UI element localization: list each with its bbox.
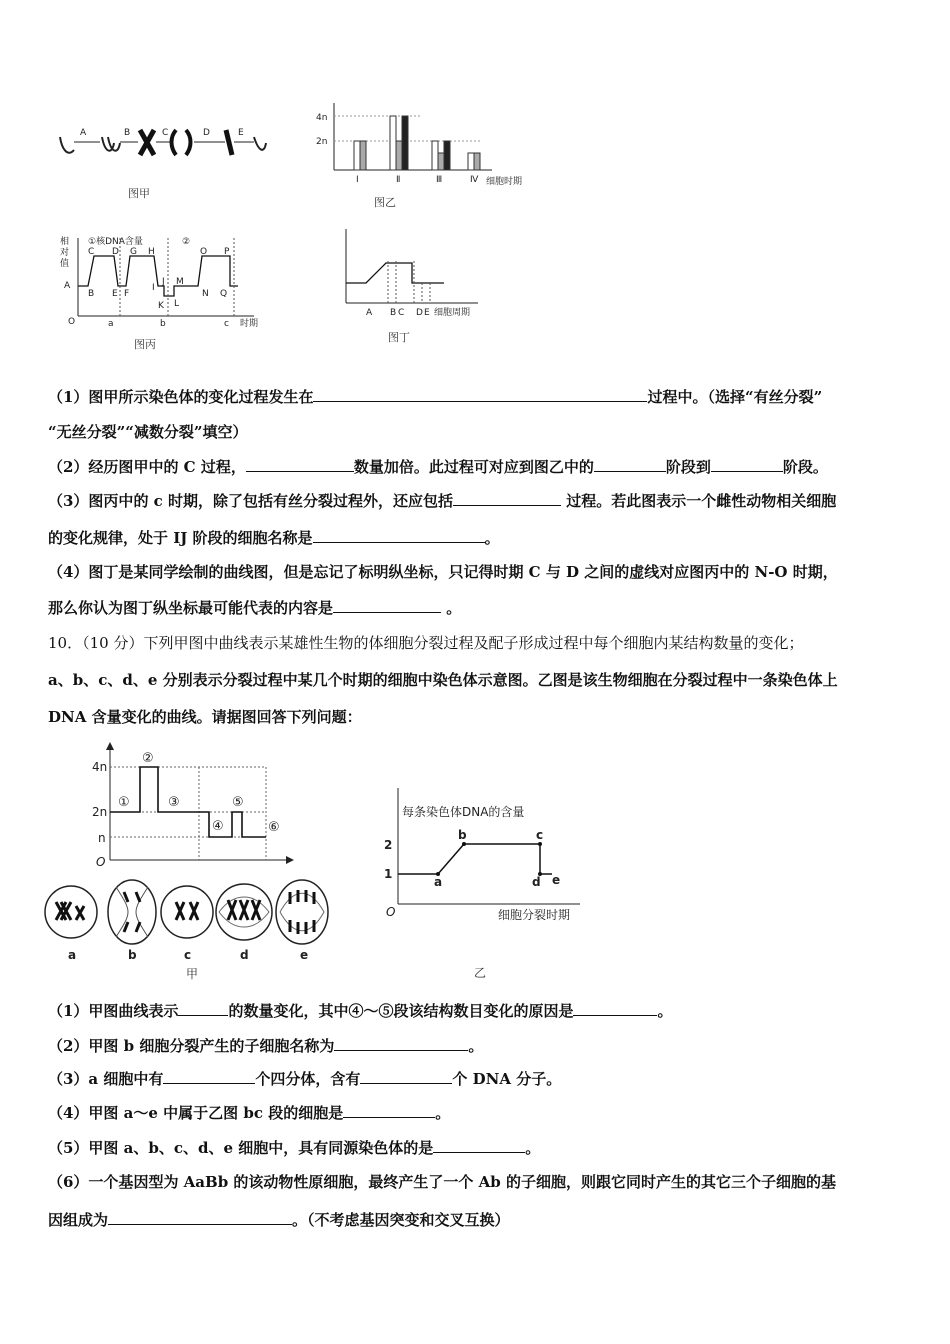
q10-s4-text-b: 。 [435, 1104, 451, 1122]
letter-b: B [124, 128, 131, 138]
q9-p1-text-c: “无丝分裂”“减数分裂”填空） [48, 423, 248, 441]
q10-s6-text-a: （6）一个基因型为 AaBb 的该动物性原细胞，最终产生了一个 Ab 的子细胞，则跟它同时产生的其它三个子细胞的基 [48, 1173, 836, 1191]
ding-curve [346, 263, 444, 283]
figure-yi-caption: 图乙 [374, 196, 396, 209]
bar-4-b [474, 153, 480, 170]
q10yi-xlabel: 细胞分裂时期 [498, 908, 571, 922]
q10yi-pt-b-dot [462, 842, 466, 846]
figure-bing-caption: 图丙 [134, 338, 156, 351]
q10-s1-text-a: （1）甲图曲线表示 [48, 1002, 179, 1020]
q9-p4-text-c: 。 [441, 599, 462, 617]
q9-line-5 [48, 527, 500, 548]
ding-tick-E: E [424, 308, 430, 318]
q10-s2 [48, 1035, 483, 1056]
q9-blank-7[interactable] [333, 597, 441, 613]
q10jia-origin: O [96, 855, 106, 869]
bing-x-tick-c: c [224, 319, 229, 329]
q9-p3-text-c: 的变化规律，处于 IJ 阶段的细胞名称是 [48, 529, 313, 547]
bar-2-a [390, 116, 396, 170]
bing-ylabel-1: 相 [60, 237, 70, 247]
q10yi-curve [398, 844, 552, 874]
bing-pt-A: A [64, 281, 71, 291]
q10jia-seg-2: ② [142, 751, 154, 766]
q10yi-pt-c-dot [538, 842, 542, 846]
bing-ylabel-3: 值 [60, 259, 70, 269]
cell-label-e: e [300, 948, 309, 962]
q10-blank-2[interactable] [573, 1000, 657, 1016]
q10jia-x-arrow [286, 856, 294, 864]
q10jia-seg-1: ① [118, 795, 130, 810]
q10jia-seg-3: ③ [168, 795, 180, 810]
bar-1-b [360, 141, 366, 170]
q10-figure-jia-svg [44, 742, 344, 987]
bar-3-c [444, 141, 450, 170]
q9-line-3 [48, 456, 828, 477]
q10-figure-jia [44, 742, 344, 987]
figure-jia-svg [50, 115, 280, 205]
bing-pt-B: B [88, 289, 95, 299]
q10-blank-8[interactable] [108, 1209, 292, 1225]
bing-curve [78, 256, 238, 296]
bing-pt-J: J [162, 277, 165, 287]
cell-e [276, 880, 328, 944]
q10-s6-text-b: 因组成为 [48, 1211, 109, 1229]
bing-pt-O: O [200, 247, 208, 257]
q10jia-tick-4n: 4n [92, 760, 108, 774]
q10-blank-5[interactable] [360, 1068, 452, 1084]
chromosome-x [140, 130, 154, 155]
q10yi-origin: O [386, 905, 396, 919]
ding-tick-A: A [366, 308, 373, 318]
yi-xlabel: 细胞时期 [486, 177, 523, 187]
q10yi-pt-b: b [458, 828, 467, 842]
q10yi-pt-a: a [434, 875, 443, 889]
bing-x-tick-b: b [160, 319, 166, 329]
yi-tick-2n: 2n [316, 137, 328, 147]
cell-label-a: a [68, 948, 77, 962]
bing-pt-P: P [224, 247, 230, 257]
q10-s2-text-b: 。 [468, 1037, 484, 1055]
bing-ylabel-2: 对 [60, 248, 70, 258]
letter-a: A [80, 128, 87, 138]
letter-d: D [203, 128, 210, 138]
chromatin-thread [60, 137, 74, 153]
bing-pt-Q: Q [220, 289, 228, 299]
q10-intro-1 [48, 633, 803, 653]
figure-bing [58, 228, 278, 353]
q9-p3-text-a: （3）图丙中的 c 时期，除了包括有丝分裂过程外，还应包括 [48, 492, 454, 510]
q10-s5-text-b: 。 [525, 1139, 541, 1157]
bing-origin: O [68, 317, 76, 327]
figure-bing-svg [58, 228, 278, 353]
bing-pt-L: L [174, 299, 180, 309]
cell-a [45, 886, 97, 938]
cell-label-d: d [240, 948, 249, 962]
replicated-thread [102, 137, 120, 151]
q10-figure-yi [380, 780, 600, 985]
q10-s3-text-a: （3）a 细胞中有 [48, 1070, 164, 1088]
q10-blank-1[interactable] [178, 1000, 228, 1016]
bing-x-tick-a: a [108, 319, 114, 329]
q9-p2-text-a: （2）经历图甲中的 C 过程， [48, 458, 246, 476]
q10-blank-6[interactable] [343, 1102, 435, 1118]
q10jia-tick-n: n [98, 831, 106, 845]
bar-3-b [438, 153, 444, 170]
cell-c [161, 886, 213, 938]
q10-s3 [48, 1068, 561, 1089]
figure-yi [312, 98, 542, 213]
yi-x-tick-4: Ⅳ [470, 175, 479, 185]
figure-ding-svg [340, 225, 500, 350]
q9-blank-2[interactable] [246, 456, 354, 472]
bing-pt-D: D [112, 247, 119, 257]
q10-intro-text-2: a、b、c、d、e 分别表示分裂过程中某几个时期的细胞中染色体示意图。乙图是该生物细胞在分裂过程中一条染色体上 [48, 671, 838, 689]
q9-line-2 [48, 422, 248, 442]
q9-p3-text-b: 过程。若此图表示一个雌性动物相关细胞 [561, 492, 837, 510]
q10-s5-text-a: （5）甲图 a、b、c、d、e 细胞中，具有同源染色体的是 [48, 1139, 434, 1157]
q9-blank-4[interactable] [711, 456, 783, 472]
ding-tick-B: B [390, 308, 397, 318]
q10yi-pt-d: d [532, 875, 541, 889]
q10yi-pt-c: c [536, 828, 544, 842]
bar-2-b [396, 141, 402, 170]
q10-s2-text-a: （2）甲图 b 细胞分裂产生的子细胞名称为 [48, 1037, 335, 1055]
chromatid [226, 130, 232, 155]
letter-e: E [238, 128, 244, 138]
ding-tick-C: C [398, 308, 405, 318]
chromatin-thread-end [254, 137, 266, 150]
figure-ding [340, 225, 500, 350]
bing-pt-K: K [158, 301, 164, 311]
q9-blank-6[interactable] [313, 527, 485, 543]
ding-xlabel: 细胞周期 [434, 308, 471, 318]
q10jia-seg-6: ⑥ [268, 820, 280, 835]
q10-s3-text-c: 个 DNA 分子。 [452, 1070, 562, 1088]
bing-pt-M: M [176, 277, 184, 287]
q10-intro-3 [48, 707, 362, 727]
q10-s6-text-c: 。（不考虑基因突变和交叉互换） [292, 1211, 510, 1229]
bing-pt-F: F [124, 289, 130, 299]
bing-pt-C: C [88, 247, 95, 257]
q10-s5 [48, 1137, 540, 1158]
q9-p2-text-c: 阶段到 [665, 458, 711, 476]
q9-blank-1[interactable] [313, 386, 647, 402]
q10-s6-line-1 [48, 1172, 836, 1192]
figure-jia [50, 115, 280, 205]
q9-line-1 [48, 386, 822, 407]
q10-s4-text-a: （4）甲图 a～e 中属于乙图 bc 段的细胞是 [48, 1104, 344, 1122]
q10-s1-text-b: 的数量变化，其中④～⑤段该结构数目变化的原因是 [228, 1002, 574, 1020]
q10-intro-text-1: 10．（10 分）下列甲图中曲线表示某雄性生物的体细胞分裂过程及配子形成过程中每个细胞内某结构数量的变化； [48, 634, 804, 652]
q9-blank-3[interactable] [594, 456, 666, 472]
bar-1-a [354, 141, 360, 170]
q10-s3-text-b: 个四分体，含有 [255, 1070, 361, 1088]
figure-ding-caption: 图丁 [388, 331, 410, 344]
bing-pt-E: E [112, 289, 118, 299]
q9-p1-text-a: （1）图甲所示染色体的变化过程发生在 [48, 388, 314, 406]
q10-blank-4[interactable] [163, 1068, 255, 1084]
figure-jia-caption: 图甲 [128, 187, 150, 200]
q9-p4-text-b: 那么你认为图丁纵坐标最可能代表的内容是 [48, 599, 334, 617]
q9-p3-text-d: 。 [484, 529, 500, 547]
yi-x-tick-1: Ⅰ [356, 175, 359, 185]
q9-p2-text-b: 数量加倍。此过程可对应到图乙中的 [353, 458, 594, 476]
q9-blank-5[interactable] [453, 490, 561, 506]
q10-s1-text-c: 。 [657, 1002, 673, 1020]
bing-xlabel: 时期 [240, 319, 259, 329]
q10jia-seg-4: ④ [212, 819, 224, 834]
q10yi-title: 每条染色体DNA的含量 [402, 805, 525, 819]
q10yi-pt-e: e [552, 873, 561, 887]
bing-pt-H: H [148, 247, 155, 257]
ding-tick-D: D [416, 308, 423, 318]
cell-label-c: c [184, 948, 192, 962]
q10-figure-yi-svg [380, 780, 600, 985]
q10jia-y-arrow [106, 742, 114, 750]
letter-c: C [162, 128, 169, 138]
bar-4-a [468, 153, 474, 170]
q9-line-4 [48, 490, 836, 511]
yi-tick-4n: 4n [316, 113, 328, 123]
bing-pt-N: N [202, 289, 209, 299]
q10-intro-2 [48, 670, 838, 690]
q9-p2-text-d: 阶段。 [782, 458, 828, 476]
figure-yi-svg [312, 98, 542, 213]
bing-pt-G: G [130, 247, 137, 257]
bing-seg2-label: ② [182, 237, 191, 247]
yi-x-tick-2: Ⅱ [396, 175, 401, 185]
bar-2-c [402, 116, 408, 170]
cell-b [108, 880, 156, 944]
bar-3-a [432, 141, 438, 170]
q9-p1-text-b: 过程中。（选择“有丝分裂” [647, 388, 823, 406]
bing-pt-I: I [152, 283, 155, 293]
chromosome-separating [172, 130, 191, 155]
q10yi-tick-1: 1 [384, 867, 393, 881]
q9-p4-text-a: （4）图丁是某同学绘制的曲线图，但是忘记了标明纵坐标，只记得时期 C 与 D 之间的虚线对应图丙中的 N-O 时期， [48, 563, 838, 581]
q10jia-caption: 甲 [186, 967, 199, 981]
q10-intro-text-3: DNA 含量变化的曲线。请据图回答下列问题： [48, 708, 362, 726]
bing-seg1-label: ①核DNA含量 [88, 237, 143, 247]
q10jia-seg-5: ⑤ [232, 795, 244, 810]
q10yi-tick-2: 2 [384, 838, 393, 852]
q9-line-6 [48, 562, 838, 582]
q10-s4 [48, 1102, 450, 1123]
q10-blank-7[interactable] [433, 1137, 525, 1153]
q10-s1 [48, 1000, 672, 1021]
q10yi-caption: 乙 [474, 966, 487, 980]
yi-x-tick-3: Ⅲ [436, 175, 443, 185]
cell-label-b: b [128, 948, 137, 962]
q10jia-tick-2n: 2n [92, 805, 108, 819]
q10-blank-3[interactable] [334, 1035, 468, 1051]
q10-s6-line-2 [48, 1209, 510, 1230]
q9-line-7 [48, 597, 461, 618]
